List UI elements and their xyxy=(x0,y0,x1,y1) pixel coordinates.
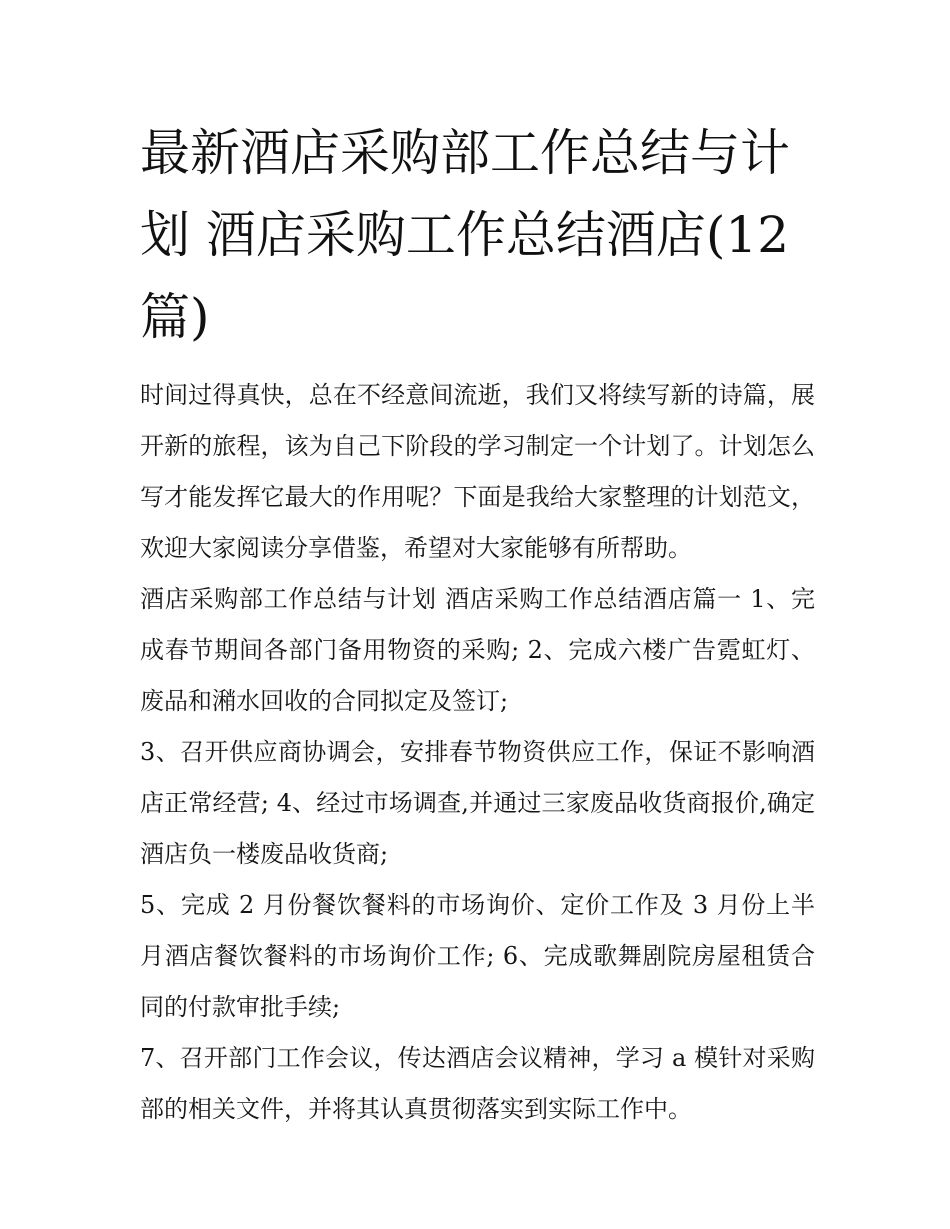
summary-items-1-2: 酒店采购部工作总结与计划 酒店采购工作总结酒店篇一 1、完成春节期间各部门备用物资的采购; 2、完成六楼广告霓虹灯、废品和潲水回收的合同拟定及签订; xyxy=(140,585,815,715)
document-title: 最新酒店采购部工作总结与计划 酒店采购工作总结酒店(12篇) xyxy=(140,124,790,346)
document-body xyxy=(140,112,815,1135)
intro-paragraph: 时间过得真快，总在不经意间流逝，我们又将续写新的诗篇，展开新的旅程，该为自己下阶段的学习制定一个计划了。计划怎么写才能发挥它最大的作用呢？下面是我给大家整理的计划范文，欢迎大家阅读分享借鉴，希望对大家能够有所帮助。 xyxy=(140,381,815,562)
summary-item-7: 7、召开部门工作会议，传达酒店会议精神，学习 a 模针对采购部的相关文件，并将其认真贯彻落实到实际工作中。 xyxy=(140,1044,815,1123)
summary-items-3-4: 3、召开供应商协调会，安排春节物资供应工作，保证不影响酒店正常经营; 4、经过市场调查,并通过三家废品收货商报价,确定酒店负一楼废品收货商; xyxy=(140,738,815,868)
summary-items-5-6: 5、完成 2 月份餐饮餐料的市场询价、定价工作及 3 月份上半月酒店餐饮餐料的市场询价工作; 6、完成歌舞剧院房屋租赁合同的付款审批手续; xyxy=(140,891,815,1021)
